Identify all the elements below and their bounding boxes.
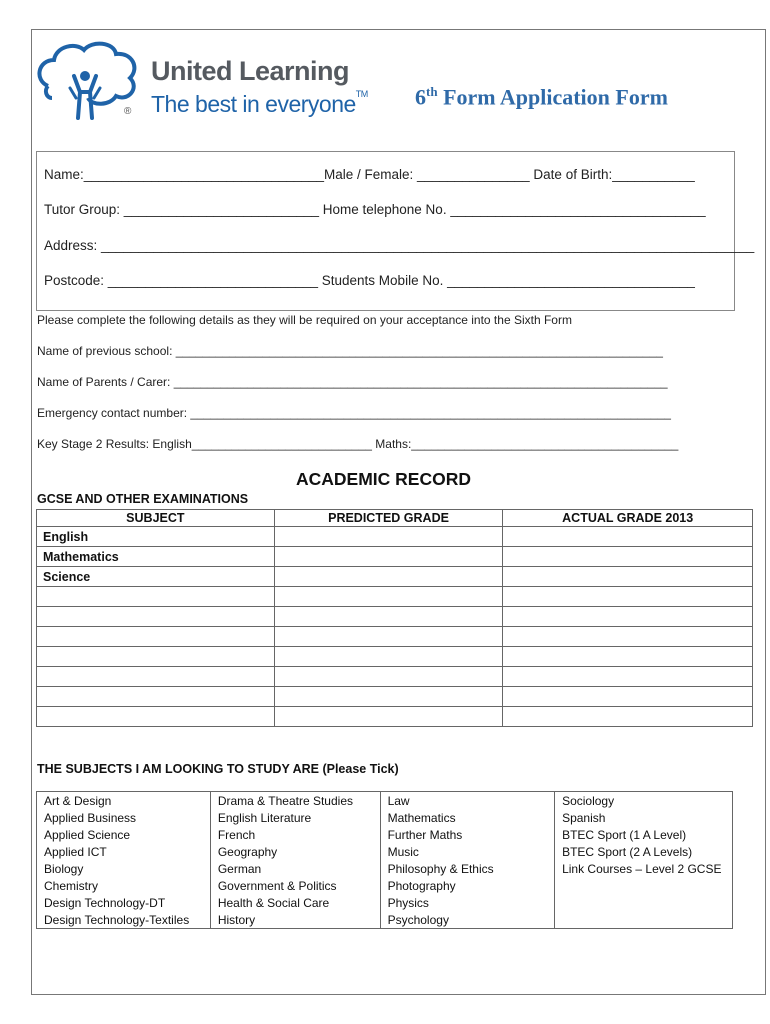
table-row: [37, 911, 733, 929]
actual-grade-cell[interactable]: [503, 587, 753, 607]
parents-field[interactable]: Name of Parents / Carer: __________________________________________________________________________: [37, 375, 668, 389]
form-title: 6th Form Application Form: [415, 84, 668, 110]
study-subject-option[interactable]: Applied Business: [37, 809, 211, 826]
study-subject-option[interactable]: Physics: [380, 894, 554, 911]
study-subject-option[interactable]: Law: [380, 792, 554, 810]
academic-record-heading: ACADEMIC RECORD: [296, 469, 471, 489]
address-field[interactable]: Address: _______________________________________________________________________________________: [44, 238, 755, 253]
predicted-grade-cell[interactable]: [274, 527, 503, 547]
predicted-grade-cell[interactable]: [274, 627, 503, 647]
table-row: [37, 687, 753, 707]
study-subject-option[interactable]: English Literature: [210, 809, 380, 826]
study-subject-option[interactable]: Health & Social Care: [210, 894, 380, 911]
study-subject-option[interactable]: Sociology: [555, 792, 733, 810]
actual-grade-cell[interactable]: [503, 607, 753, 627]
study-subjects-table: [36, 791, 733, 929]
tutor-group-field[interactable]: Tutor Group: __________________________ Home telephone No. __________________________________: [44, 202, 706, 217]
header-predicted: PREDICTED GRADE: [274, 510, 503, 527]
header-subject: SUBJECT: [37, 510, 275, 527]
study-subject-option[interactable]: German: [210, 860, 380, 877]
key-stage-results-field[interactable]: Key Stage 2 Results: English___________________________ Maths:________________________________________: [37, 437, 679, 451]
table-row: [37, 587, 753, 607]
table-row: [37, 567, 753, 587]
predicted-grade-cell[interactable]: [274, 547, 503, 567]
logo: [36, 40, 368, 126]
study-subject-option[interactable]: Applied Science: [37, 826, 211, 843]
actual-grade-cell[interactable]: [503, 647, 753, 667]
actual-grade-cell[interactable]: [503, 687, 753, 707]
postcode-field[interactable]: Postcode: ____________________________ Students Mobile No. _________________________________: [44, 273, 695, 288]
grades-table: [36, 509, 753, 727]
subject-cell[interactable]: [37, 607, 275, 627]
table-row: [37, 547, 753, 567]
emergency-contact-field[interactable]: Emergency contact number: ________________________________________________________________________: [37, 406, 671, 420]
study-subject-option[interactable]: BTEC Sport (1 A Level): [555, 826, 733, 843]
study-subject-option[interactable]: [555, 894, 733, 911]
predicted-grade-cell[interactable]: [274, 647, 503, 667]
study-subject-option[interactable]: Design Technology-Textiles: [37, 911, 211, 929]
gcse-heading: GCSE AND OTHER EXAMINATIONS: [37, 492, 249, 506]
table-row: [37, 860, 733, 877]
table-row: [37, 647, 753, 667]
logo-title: United Learning: [151, 56, 350, 86]
table-row: [37, 809, 733, 826]
subject-cell[interactable]: [37, 587, 275, 607]
logo-tagline: The best in everyone™: [151, 89, 368, 117]
study-subject-option[interactable]: Further Maths: [380, 826, 554, 843]
table-row: [37, 843, 733, 860]
actual-grade-cell[interactable]: [503, 547, 753, 567]
subject-cell[interactable]: English: [37, 527, 275, 547]
predicted-grade-cell[interactable]: [274, 687, 503, 707]
subject-cell[interactable]: [37, 627, 275, 647]
study-subject-option[interactable]: Art & Design: [37, 792, 211, 810]
header-actual: ACTUAL GRADE 2013: [503, 510, 753, 527]
predicted-grade-cell[interactable]: [274, 587, 503, 607]
intro-text: Please complete the following details as they will be required on your acceptance into the Sixth Form: [37, 313, 572, 327]
actual-grade-cell[interactable]: [503, 707, 753, 727]
table-row: [37, 707, 753, 727]
study-subject-option[interactable]: Spanish: [555, 809, 733, 826]
study-subject-option[interactable]: [555, 911, 733, 929]
table-row: [37, 607, 753, 627]
study-subject-option[interactable]: Geography: [210, 843, 380, 860]
study-subject-option[interactable]: Biology: [37, 860, 211, 877]
table-row: [37, 527, 753, 547]
study-subject-option[interactable]: Chemistry: [37, 877, 211, 894]
study-subject-option[interactable]: French: [210, 826, 380, 843]
actual-grade-cell[interactable]: [503, 667, 753, 687]
subject-cell[interactable]: [37, 667, 275, 687]
name-field[interactable]: Name:________________________________Male / Female: _______________ Date of Birth:___________: [44, 167, 695, 182]
study-subject-option[interactable]: History: [210, 911, 380, 929]
table-row: [37, 627, 753, 647]
study-subject-option[interactable]: Mathematics: [380, 809, 554, 826]
subject-cell[interactable]: Science: [37, 567, 275, 587]
study-subject-option[interactable]: Philosophy & Ethics: [380, 860, 554, 877]
study-subject-option[interactable]: [555, 877, 733, 894]
actual-grade-cell[interactable]: [503, 527, 753, 547]
subject-cell[interactable]: Mathematics: [37, 547, 275, 567]
study-subject-option[interactable]: Design Technology-DT: [37, 894, 211, 911]
predicted-grade-cell[interactable]: [274, 607, 503, 627]
study-subject-option[interactable]: Psychology: [380, 911, 554, 929]
study-subject-option[interactable]: Music: [380, 843, 554, 860]
actual-grade-cell[interactable]: [503, 567, 753, 587]
study-subject-option[interactable]: BTEC Sport (2 A Levels): [555, 843, 733, 860]
table-row: [37, 894, 733, 911]
study-subject-option[interactable]: Government & Politics: [210, 877, 380, 894]
study-heading: THE SUBJECTS I AM LOOKING TO STUDY ARE (Please Tick): [37, 762, 399, 776]
predicted-grade-cell[interactable]: [274, 667, 503, 687]
table-row: [37, 792, 733, 810]
subject-cell[interactable]: [37, 687, 275, 707]
table-row: [37, 826, 733, 843]
study-subject-option[interactable]: Photography: [380, 877, 554, 894]
subject-cell[interactable]: [37, 707, 275, 727]
table-row: [37, 667, 753, 687]
predicted-grade-cell[interactable]: [274, 567, 503, 587]
study-subject-option[interactable]: Drama & Theatre Studies: [210, 792, 380, 810]
subject-cell[interactable]: [37, 647, 275, 667]
study-subject-option[interactable]: Applied ICT: [37, 843, 211, 860]
study-subject-option[interactable]: Link Courses – Level 2 GCSE: [555, 860, 733, 877]
table-row: [37, 877, 733, 894]
previous-school-field[interactable]: Name of previous school: _________________________________________________________________________: [37, 344, 663, 358]
registered-mark: ®: [124, 106, 132, 117]
predicted-grade-cell[interactable]: [274, 707, 503, 727]
actual-grade-cell[interactable]: [503, 627, 753, 647]
